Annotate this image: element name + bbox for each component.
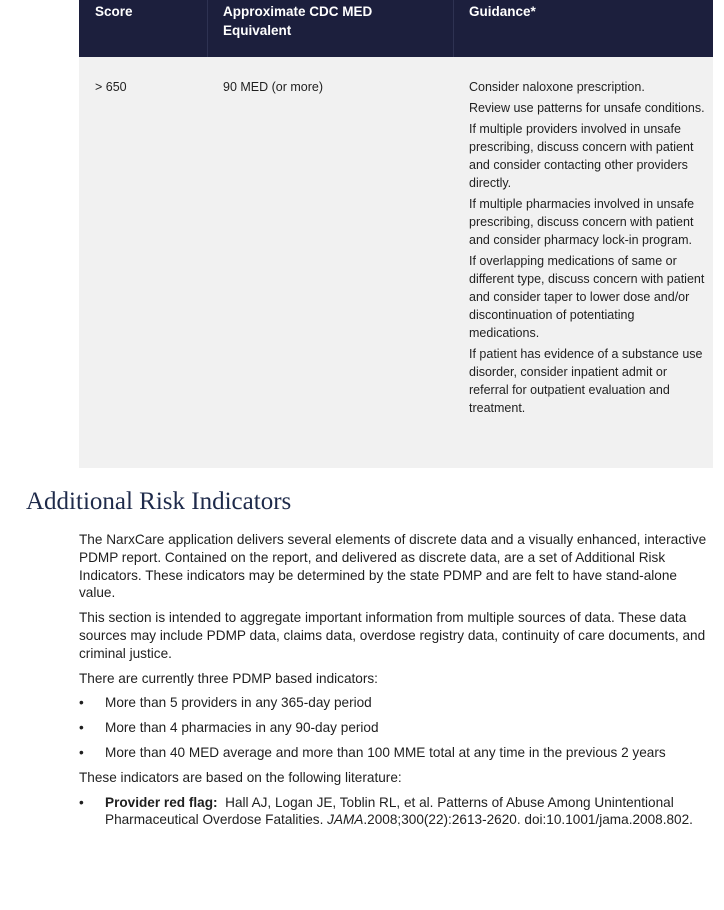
- list-item-text: More than 40 MED average and more than 100 MME total at any time in the previous 2 years: [105, 744, 666, 760]
- paragraph: These indicators are based on the following literature:: [79, 769, 402, 785]
- list-item-text: More than 5 providers in any 365-day period: [105, 695, 372, 711]
- list-item: [79, 694, 707, 712]
- guidance-item: Consider naloxone prescription.: [469, 80, 645, 94]
- cell-guidance: [469, 78, 705, 420]
- bullet-icon: •: [79, 695, 84, 711]
- list-item: [79, 744, 707, 762]
- paragraph: This section is intended to aggregate important information from multiple sources of data. These data sources may include PDMP data, claims data, overdose registry data, continuity of care documents, and criminal justice.: [79, 610, 706, 661]
- bullet-icon: •: [79, 720, 84, 736]
- header-divider: [453, 0, 454, 57]
- section-heading: Additional Risk Indicators: [26, 488, 292, 515]
- list-item: [79, 794, 707, 830]
- list-item-text: More than 4 pharmacies in any 90-day period: [105, 720, 379, 736]
- bullet-icon: •: [79, 794, 84, 810]
- paragraph: There are currently three PDMP based indicators:: [79, 670, 378, 686]
- list-item: [79, 719, 707, 737]
- guidance-item: If overlapping medications of same or different type, discuss concern with patient and consider taper to lower dose and/or discontinuation of potentiating medications.: [469, 254, 705, 340]
- guidance-table: [79, 0, 713, 468]
- table-header-row: [79, 0, 713, 57]
- header-guidance: Guidance*: [469, 4, 536, 19]
- guidance-item: If patient has evidence of a substance use disorder, consider inpatient admit or referral for outpatient evaluation and treatment.: [469, 347, 703, 415]
- citation-details: .2008;300(22):2613-2620. doi:10.1001/jama.2008.802.: [363, 812, 693, 828]
- citation-journal: JAMA: [327, 812, 364, 828]
- guidance-item: Review use patterns for unsafe conditions.: [469, 101, 705, 115]
- section-body: [79, 531, 707, 836]
- header-divider: [207, 0, 208, 57]
- cell-med-equivalent: 90 MED (or more): [223, 80, 324, 94]
- literature-list: [79, 794, 707, 830]
- guidance-item: If multiple providers involved in unsafe prescribing, discuss concern with patient and consider contacting other providers directly.: [469, 122, 694, 190]
- header-score: Score: [95, 4, 133, 19]
- cell-score: > 650: [95, 80, 127, 94]
- citation-label: Provider red flag:: [105, 794, 218, 810]
- bullet-icon: •: [79, 744, 84, 760]
- paragraph: The NarxCare application delivers several elements of discrete data and a visually enhanced, interactive PDMP report. Contained on the report, and delivered as discrete data, are a set of Additional Risk Indicators. These indicators may be determined by the state PDMP and are felt to have stand-alone value.: [79, 532, 707, 601]
- guidance-item: If multiple pharmacies involved in unsafe prescribing, discuss concern with patient and consider pharmacy lock-in program.: [469, 197, 695, 247]
- citation-text: Hall AJ, Logan JE, Toblin RL, et al. Patterns of Abuse Among Unintentional Pharmaceutical Overdose Fatalities.: [105, 794, 674, 828]
- indicator-list: [79, 694, 707, 761]
- header-med-equivalent: Approximate CDC MED Equivalent: [223, 4, 373, 38]
